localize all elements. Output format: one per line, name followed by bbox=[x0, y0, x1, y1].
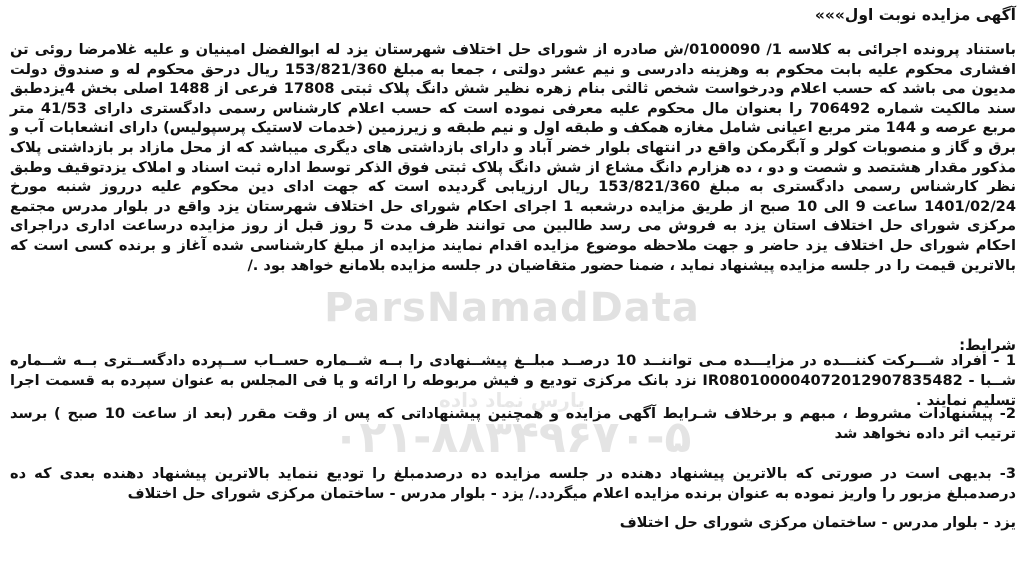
notice-body: باستناد پرونده اجرائی به کلاسه 1/ 0100090/ش صادره از شورای حل اختلاف شهرستان یزد له ابوالفضل امینیان و علیه غلامرضا روئی تن افشاری محکوم علیه بابت محکوم به وهزینه دادرسی و نیم عشر دولتی ، جمعا به مبلغ 153/821/360 ریال درحق محکوم له و صندوق دولت مدیون می باشد که حسب اعلام ودرخواست شخص ثالثی بنام زهره نظیر شش دانگ پلاک ثبتی 17808 فرعی از 1488 اصلی بخش 4یزدطبق سند مالکیت شماره 706492 را بعنوان مال محکوم علیه معرفی نموده است که حسب اعلام کارشناس رسمی دادگستری دارای 41/53 متر مربع عرصه و 144 متر مربع اعیانی شامل مغازه همکف و طبقه اول و نیم طبقه و زیرزمین (خدمات لاستیک پرسپولیس) دارای انشعابات آب و برق و گاز و منصوبات کولر و آبگرمکن واقع در انتهای بلوار خضر آباد و دارای بازداشتی های دیگری میباشد که از محل مازاد بر بازداشتی پلاک مذکور مقدار هشتصد و شصت و دو ، ده هزارم دانگ مشاع از شش دانگ پلاک ثبتی فوق الذکر توسط اداره ثبت اسناد و املاک یزدتوقیف وطبق نظر کارشناس رسمی دادگستری به مبلغ 153/821/360 ریال ارزیابی گردیده است که جهت ادای دین محکوم علیه درروز شنبه مورخ 1401/02/24 ساعت 9 الی 10 صبح از طریق مزایده درشعبه 1 اجرای احکام شورای حل اختلاف شهرستان یزد واقع در بلوار مدرس مجتمع مرکزی شورای حل اختلاف استان یزد به فروش می رسد طالبین می توانند ظرف مدت 5 روز قبل از روز مزایده درساعت اداری دراجرای احکام شورای حل اختلاف یزد حاضر و جهت ملاحظه موضوع مزایده اقدام نمایند مزایده از مبلغ کارشناسی شده آغاز و برنده کسی است که بالاترین قیمت را در جلسه مزایده پیشنهاد نماید ، ضمنا حضور متقاضیان در جلسه مزایده بلامانع خواهد بود ./ bbox=[10, 41, 1016, 274]
notice-footer-address: یزد - بلوار مدرس - ساختمان مرکزی شورای حل اختلاف bbox=[619, 514, 1016, 531]
watermark-logo: ParsNamadData bbox=[324, 285, 700, 331]
notice-title: آگهی مزایده نوبت اول»»» bbox=[814, 6, 1016, 24]
condition-item-2: 2- پیشنهادات مشروط ، مبهم و برخلاف شـرایط آگهی مزایده و همچنین پیشنهاداتی که پس از وقت مقرر (بعد از ساعت 10 صبح ) برسد ترتیب اثر داده نخواهد شد bbox=[10, 405, 1016, 442]
conditions-label: شرایط: bbox=[959, 336, 1016, 354]
condition-item-1: 1 - افراد شـــرکت کننـــده در مزایـــده مـی تواننــد 10 درصــد مبلــغ پیشــنهادی را بــه شــماره حســاب ســپرده دادگســتری بــه شــماره شــبا - IR080100004072012907835482 نزد بانک مرکزی تودیع و فیش مربوطه را ارائه و یا فی المجلس به عنوان سپرده به قسمت اجرا تسلیم نمایند . bbox=[10, 352, 1016, 409]
condition-item-3: 3- بدیهی است در صورتی که بالاترین پیشنهاد دهنده در جلسه مزایده ده درصدمبلغ را تودیع ننماید بالاترین پیشنهاد دهنده بعدی که ده درصدمبلغ مزبور را واریز نموده به عنوان برنده مزایده اعلام میگردد./ یزد - بلوار مدرس - ساختمان مرکزی شورای حل اختلاف bbox=[10, 465, 1016, 502]
watermark-site-text: پارس نماد داده bbox=[439, 388, 585, 412]
watermark-phone: ۰۲۱-۸۸۳۴۹۶۷۰-۵ bbox=[332, 412, 692, 463]
